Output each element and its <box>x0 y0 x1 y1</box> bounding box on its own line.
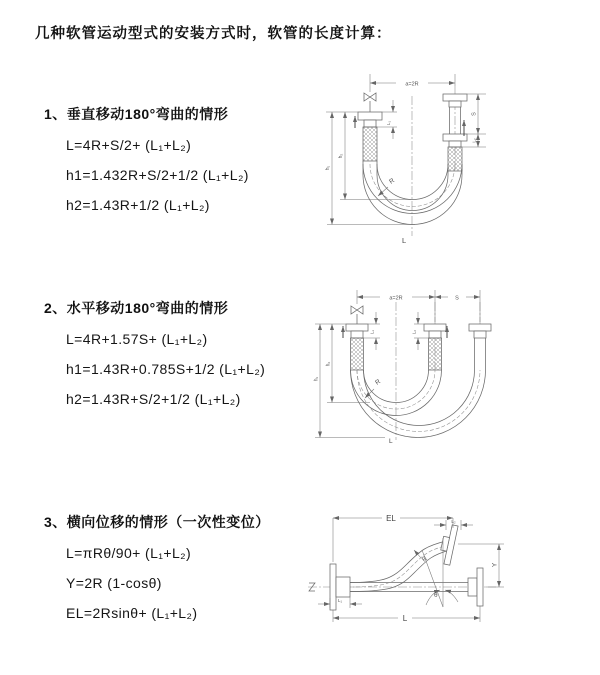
formula-h1: h1=1.43R+0.785S+1/2 (L₁+L₂) <box>66 361 266 377</box>
dim-label-a2r: a=2R <box>389 295 403 302</box>
dim-label-h1: h₁ <box>313 376 320 382</box>
formula-l: L=πRθ/90+ (L₁+L₂) <box>66 545 192 561</box>
dim-label-l2: L₂ <box>411 329 417 335</box>
dim-label-l2: L₂ <box>451 519 456 524</box>
page-title: 几种软管运动型式的安装方式时，软管的长度计算： <box>35 26 392 42</box>
dim-label-a2r: a=2R <box>405 81 419 88</box>
dim-label-l: L <box>389 438 393 445</box>
tilted-flange <box>438 524 458 566</box>
diagram-horizontal-bend <box>310 282 590 457</box>
left-flange <box>330 564 336 610</box>
dim-label-h1: h₁ <box>325 165 331 171</box>
formula-el: EL=2Rsinθ+ (L₁+L₂) <box>66 605 198 621</box>
right-fitting-lower <box>443 134 467 141</box>
middle-fitting <box>424 324 446 331</box>
section-2-heading: 2、水平移动180°弯曲的情形 <box>44 300 229 316</box>
formula-l: L=4R+S/2+ (L₁+L₂) <box>66 137 192 153</box>
dim-label-l1: L₁ <box>337 598 343 603</box>
dim-label-r: R <box>420 555 429 564</box>
right-fitting-top <box>443 94 467 101</box>
dim-label-h2: h₂ <box>338 153 344 159</box>
diagram-lateral-displacement <box>300 498 600 648</box>
left-fitting <box>358 112 382 120</box>
section-lateral-displacement <box>44 512 270 628</box>
right-flange <box>477 568 483 606</box>
section-3-heading: 3、横向位移的情形（一次性变位） <box>44 514 270 530</box>
formula-l: L=4R+1.57S+ (L₁+L₂) <box>66 331 208 347</box>
braided-hose-left <box>363 127 377 161</box>
dim-label-l2: L₂ <box>471 138 477 143</box>
dim-label-l1: L₁ <box>386 120 391 126</box>
diagram-vertical-bend <box>312 68 592 263</box>
dim-label-s: S <box>471 112 478 116</box>
formula-h2: h2=1.43R+S/2+1/2 (L₁+L₂) <box>66 391 241 407</box>
dim-label-l: L <box>402 614 408 623</box>
section-horizontal-bend <box>44 298 265 414</box>
formula-y: Y=2R (1-cosθ) <box>66 575 162 591</box>
section-1-heading: 1、垂直移动180°弯曲的情形 <box>44 106 229 122</box>
dim-label-el: EL <box>386 514 396 523</box>
left-fitting <box>346 324 368 331</box>
braided-hose-left <box>351 338 364 370</box>
dim-label-s: S <box>455 295 459 302</box>
dim-label-r: R <box>374 378 382 387</box>
dim-label-r: R <box>388 177 396 186</box>
formula-h2: h2=1.43R+1/2 (L₁+L₂) <box>66 197 210 213</box>
valve-icon <box>364 93 376 101</box>
dim-label-l: L <box>402 236 407 245</box>
dim-label-theta: θ <box>434 592 438 599</box>
dim-label-h2: h₂ <box>325 361 332 367</box>
hose-u-bend <box>363 161 462 214</box>
formula-h1: h1=1.432R+S/2+1/2 (L₁+L₂) <box>66 167 249 183</box>
dim-label-l1: L₁ <box>369 329 375 335</box>
section-vertical-bend <box>44 104 249 220</box>
right-fitting <box>469 324 491 331</box>
valve-icon <box>351 306 363 314</box>
braided-hose-middle <box>429 338 442 370</box>
dim-label-y: Y <box>491 562 499 568</box>
